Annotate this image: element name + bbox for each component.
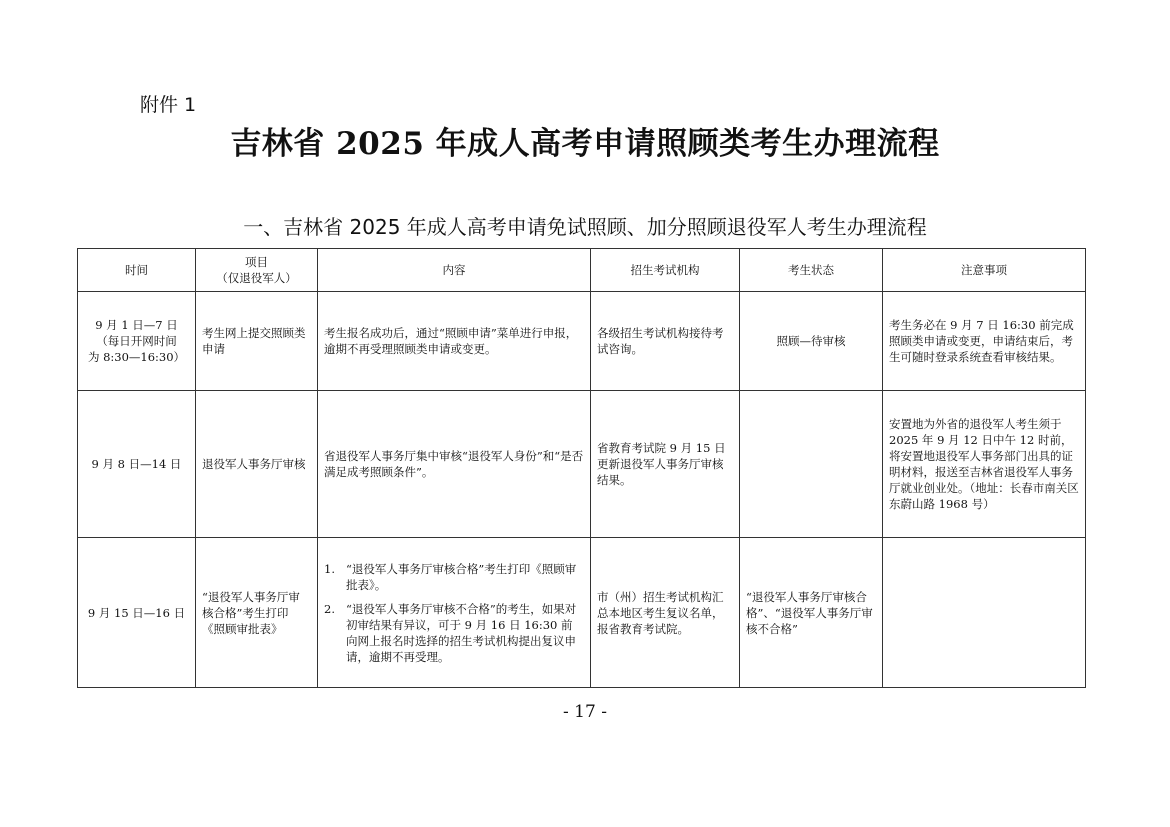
cell-content: 考生报名成功后，通过“照顾申请”菜单进行申报，逾期不再受理照顾类申请或变更。 (318, 292, 591, 391)
cell-institution: 市（州）招生考试机构汇总本地区考生复议名单，报省教育考试院。 (591, 538, 740, 688)
cell-content: 省退役军人事务厅集中审核“退役军人身份”和“是否满足成考照顾条件”。 (318, 391, 591, 538)
table-row (78, 391, 1086, 538)
time-line: 9 月 1 日—7 日 (95, 318, 178, 332)
section-title: 一、吉林省 2025 年成人高考申请免试照顾、加分照顾退役军人考生办理流程 (243, 215, 927, 239)
cell-item: 退役军人事务厅审核 (196, 391, 318, 538)
cell-content (318, 538, 591, 688)
cell-item: “退役军人事务厅审核合格”考生打印《照顾审批表》 (196, 538, 318, 688)
cell-notes (883, 538, 1086, 688)
header-institution: 招生考试机构 (591, 249, 740, 292)
cell-time: 9 月 8 日—14 日 (78, 391, 196, 538)
header-notes: 注意事项 (883, 249, 1086, 292)
header-time: 时间 (78, 249, 196, 292)
cell-item: 考生网上提交照顾类申请 (196, 292, 318, 391)
list-item (324, 561, 584, 593)
table-row (78, 538, 1086, 688)
cell-notes: 考生务必在 9 月 7 日 16:30 前完成照顾类申请或变更，申请结束后，考生可随时登录系统查看审核结果。 (883, 292, 1086, 391)
process-table (77, 248, 1086, 688)
list-item (324, 601, 584, 665)
page-title: 吉林省 2025 年成人高考申请照顾类考生办理流程 (230, 126, 940, 162)
time-line: 为 8:30—16:30） (87, 350, 186, 364)
header-item-line2: （仅退役军人） (216, 271, 297, 285)
table-header-row (78, 249, 1086, 292)
header-status: 考生状态 (740, 249, 883, 292)
cell-institution: 省教育考试院 9 月 15 日更新退役军人事务厅审核结果。 (591, 391, 740, 538)
cell-notes: 安置地为外省的退役军人考生须于 2025 年 9 月 12 日中午 12 时前，将安置地退役军人事务部门出具的证明材料，报送至吉林省退役军人事务厅就业创业处。（地址：长春市南关区东蔚山路 1968 号） (883, 391, 1086, 538)
content-list (324, 561, 584, 665)
table-row (78, 292, 1086, 391)
header-content: 内容 (318, 249, 591, 292)
cell-status: “退役军人事务厅审核合格”、“退役军人事务厅审核不合格” (740, 538, 883, 688)
cell-institution: 各级招生考试机构接待考试咨询。 (591, 292, 740, 391)
list-item-text: “退役军人事务厅审核不合格”的考生，如果对初审结果有异议，可于 9 月 16 日 16:30 前向网上报名时选择的招生考试机构提出复议申请，逾期不再受理。 (346, 601, 577, 664)
time-line: （每日开网时间 (96, 334, 177, 348)
cell-time (78, 292, 196, 391)
attachment-label: 附件 1 (140, 94, 197, 116)
list-item-number: 1. (324, 561, 335, 576)
header-item (196, 249, 318, 292)
page-number: - 17 - (563, 702, 607, 722)
list-item-number: 2. (324, 601, 335, 616)
cell-time: 9 月 15 日—16 日 (78, 538, 196, 688)
list-item-text: “退役军人事务厅审核合格”考生打印《照顾审批表》。 (346, 561, 577, 592)
cell-status: 照顾—待审核 (740, 292, 883, 391)
cell-status (740, 391, 883, 538)
header-item-line1: 项目 (245, 255, 268, 269)
